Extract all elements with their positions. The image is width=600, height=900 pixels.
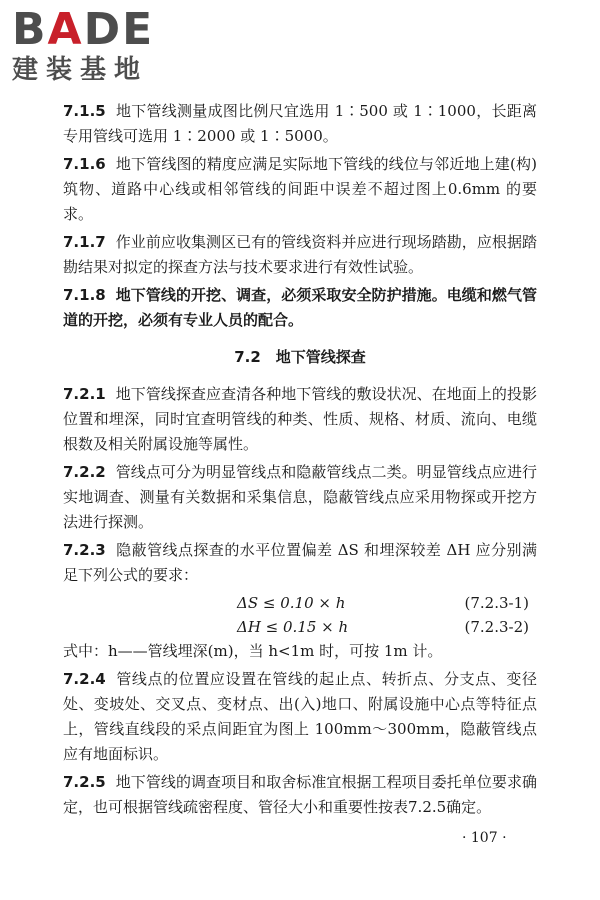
clause-7-2-5: 7.2.5 地下管线的调查项目和取舍标准宜根据工程项目委托单位要求确定，也可根据管线疏密程度、管径大小和重要性按表7.2.5确定。: [63, 773, 537, 816]
clause-7-1-5: 7.1.5 地下管线测量成图比例尺宜选用 1∶500 或 1∶1000，长距离专用管线可选用 1∶2000 或 1∶5000。: [63, 102, 537, 145]
bade-logo: [12, 4, 212, 86]
formula-7-2-3-1: ΔS ≤ 0.10 × h (7.2.3-1): [237, 594, 529, 612]
logo-wordmark: BADE: [12, 4, 155, 55]
page-number: · 107 ·: [462, 830, 507, 846]
clause-7-1-6: 7.1.6 地下管线图的精度应满足实际地下管线的线位与邻近地上建(构)筑物、道路中心线或相邻管线的间距中误差不超过图上0.6mm 的要求。: [63, 155, 537, 223]
clause-7-2-2: 7.2.2 管线点可分为明显管线点和隐蔽管线点二类。明显管线点应进行实地调查、测量有关数据和采集信息，隐蔽管线点应采用物探或开挖方法进行探测。: [63, 463, 537, 531]
clause-7-2-4: 7.2.4 管线点的位置应设置在管线的起止点、转折点、分支点、变径处、变坡处、交叉点、变材点、出(入)地口、附属设施中心点等特征点上，管线直线段的采点间距宜为图上 100mm～300mm，隐蔽管线点应有地面标识。: [63, 670, 537, 763]
document-body: [63, 99, 537, 823]
clause-7-1-7: 7.1.7 作业前应收集测区已有的管线资料并应进行现场踏勘，应根据踏勘结果对拟定的探查方法与技术要求进行有效性试验。: [63, 233, 537, 276]
logo-subtitle: 建装基地: [12, 55, 149, 85]
formula-7-2-3-2: ΔH ≤ 0.15 × h (7.2.3-2): [237, 618, 529, 636]
clause-7-2-1: 7.2.1 地下管线探查应查清各种地下管线的敷设状况、在地面上的投影位置和埋深，同时宜查明管线的种类、性质、规格、材质、流向、电缆根数及相关附属设施等属性。: [63, 385, 537, 453]
clause-7-2-3: 7.2.3 隐蔽管线点探查的水平位置偏差 ΔS 和埋深较差 ΔH 应分别满足下列公式的要求：: [63, 541, 537, 584]
clause-7-1-8: 7.1.8 地下管线的开挖、调查，必须采取安全防护措施。电缆和燃气管道的开挖，必须有专业人员的配合。: [63, 286, 537, 329]
formula-note: 式中：h——管线埋深(m)，当 h<1m 时，可按 1m 计。: [63, 642, 443, 660]
section-title: 7.2 地下管线探查: [234, 348, 366, 366]
